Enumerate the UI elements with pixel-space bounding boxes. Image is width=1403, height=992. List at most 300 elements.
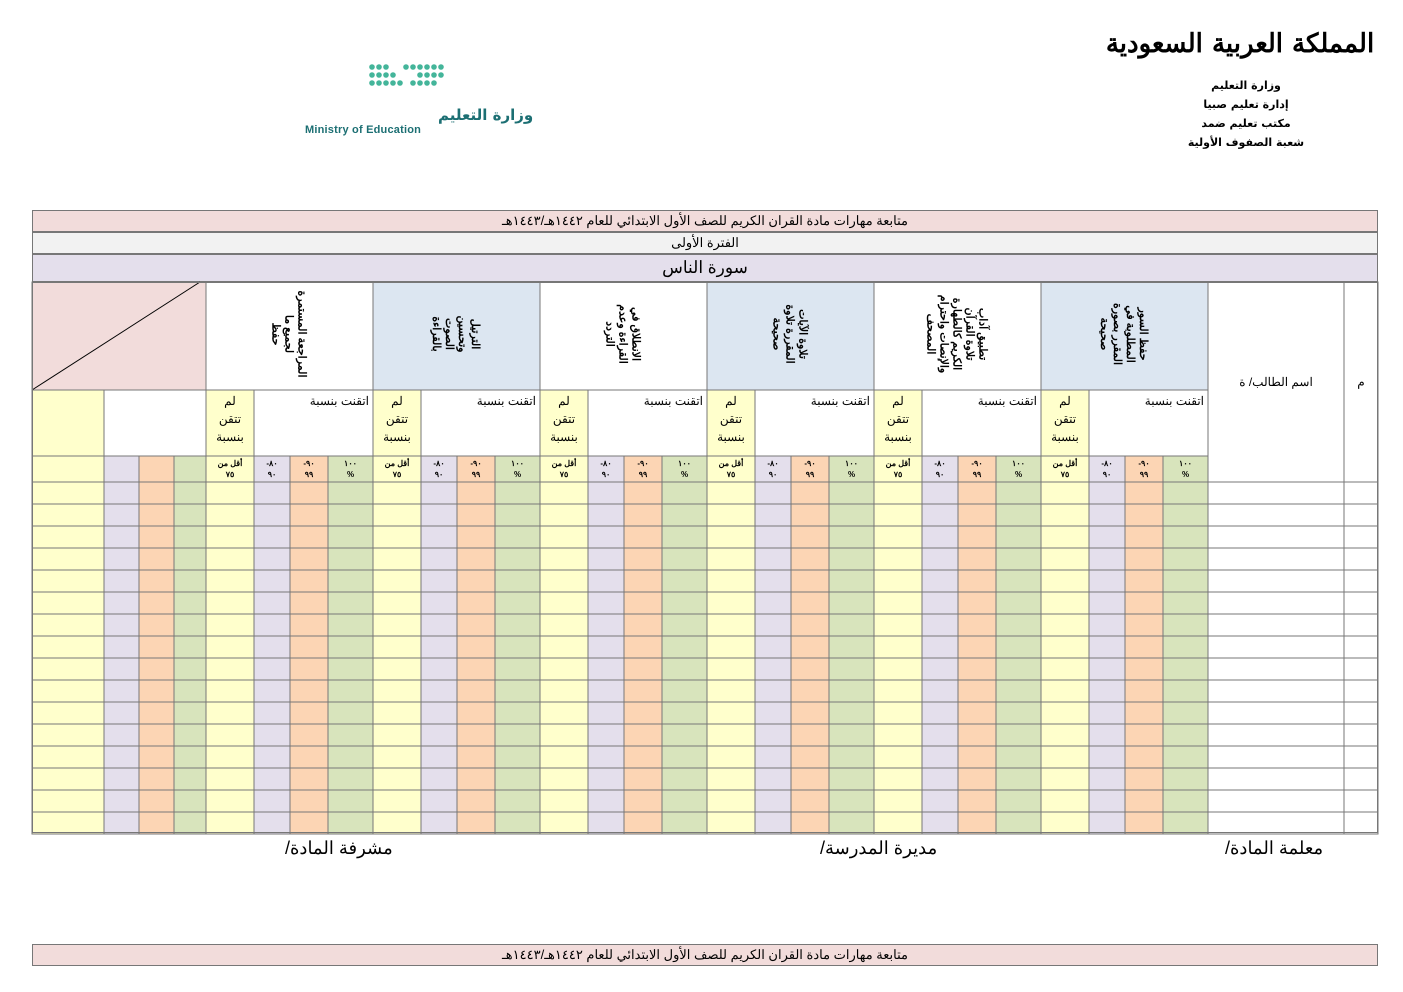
- score-cell: [874, 812, 922, 834]
- student-name-cell: [1208, 636, 1344, 658]
- score-cell: [206, 504, 254, 526]
- score-cell: [495, 504, 540, 526]
- blank-score-cell: [104, 702, 139, 724]
- score-cell: [206, 724, 254, 746]
- blank-level-cell: [32, 456, 104, 482]
- score-cell: [1125, 724, 1163, 746]
- blank-score-cell: [174, 548, 206, 570]
- score-cell: [457, 658, 495, 680]
- level-header-label: ٩٠-: [804, 459, 816, 468]
- score-cell: [206, 614, 254, 636]
- score-cell: [707, 724, 755, 746]
- score-cell: [540, 812, 588, 834]
- score-cell: [540, 526, 588, 548]
- skill-header-line: صحيحة: [1098, 317, 1110, 351]
- score-cell: [328, 526, 373, 548]
- score-cell: [588, 768, 624, 790]
- score-cell: [874, 724, 922, 746]
- score-cell: [791, 790, 829, 812]
- score-cell: [829, 636, 874, 658]
- score-cell: [624, 768, 662, 790]
- level-header-label: ٧٥: [225, 470, 235, 479]
- blank-score-cell: [32, 504, 104, 526]
- level-header-label: أقل من: [718, 459, 744, 468]
- score-cell: [958, 504, 996, 526]
- mastered-header-label: اتقنت بنسبة: [476, 394, 536, 408]
- score-cell: [958, 790, 996, 812]
- blank-header-cell: [104, 390, 206, 456]
- not-mastered-header-label: بنسبة: [550, 430, 578, 444]
- score-cell: [421, 504, 457, 526]
- blank-score-cell: [104, 658, 139, 680]
- not-mastered-header-label: تتقن: [552, 412, 576, 426]
- score-cell: [755, 592, 791, 614]
- score-cell: [707, 658, 755, 680]
- score-cell: [791, 548, 829, 570]
- score-cell: [588, 614, 624, 636]
- blank-score-cell: [174, 614, 206, 636]
- score-cell: [755, 548, 791, 570]
- not-mastered-header-label: تتقن: [719, 412, 743, 426]
- score-cell: [495, 746, 540, 768]
- teacher-signature-label: معلمة المادة/: [1225, 838, 1324, 858]
- score-cell: [1041, 702, 1089, 724]
- score-cell: [1089, 768, 1125, 790]
- score-cell: [1163, 724, 1208, 746]
- score-cell: [1041, 658, 1089, 680]
- score-cell: [1163, 702, 1208, 724]
- blank-score-cell: [104, 636, 139, 658]
- score-cell: [421, 658, 457, 680]
- ministry-line: شعبة الصفوف الأولية: [1187, 136, 1305, 149]
- score-cell: [755, 614, 791, 636]
- score-cell: [922, 812, 958, 834]
- score-cell: [791, 812, 829, 834]
- blank-score-cell: [174, 658, 206, 680]
- score-cell: [540, 636, 588, 658]
- score-cell: [662, 658, 707, 680]
- level-header-label: أقل من: [1052, 459, 1078, 468]
- blank-score-cell: [32, 548, 104, 570]
- score-cell: [755, 812, 791, 834]
- score-cell: [457, 504, 495, 526]
- level-header-label: أقل من: [551, 459, 577, 468]
- blank-level-cell: [104, 456, 139, 482]
- score-cell: [421, 790, 457, 812]
- score-cell: [996, 746, 1041, 768]
- score-cell: [1089, 636, 1125, 658]
- score-cell: [1125, 746, 1163, 768]
- blank-score-cell: [104, 614, 139, 636]
- score-cell: [588, 570, 624, 592]
- blank-score-cell: [174, 680, 206, 702]
- score-cell: [662, 724, 707, 746]
- score-cell: [958, 724, 996, 746]
- blank-score-cell: [32, 570, 104, 592]
- score-cell: [662, 702, 707, 724]
- score-cell: [1089, 680, 1125, 702]
- level-header-label: ٩٩: [471, 470, 481, 479]
- score-cell: [1041, 746, 1089, 768]
- score-cell: [540, 504, 588, 526]
- score-cell: [922, 746, 958, 768]
- score-cell: [1041, 504, 1089, 526]
- score-cell: [707, 702, 755, 724]
- score-cell: [1125, 680, 1163, 702]
- score-cell: [254, 482, 290, 504]
- ministry-of-education-english-label: Ministry of Education: [305, 124, 422, 136]
- score-cell: [996, 482, 1041, 504]
- score-cell: [1125, 570, 1163, 592]
- student-name-cell: [1208, 658, 1344, 680]
- score-cell: [495, 812, 540, 834]
- blank-score-cell: [32, 614, 104, 636]
- score-cell: [540, 614, 588, 636]
- mastered-header-label: اتقنت بنسبة: [1144, 394, 1204, 408]
- score-cell: [328, 812, 373, 834]
- score-cell: [662, 790, 707, 812]
- score-cell: [206, 636, 254, 658]
- score-cell: [874, 790, 922, 812]
- score-cell: [1163, 592, 1208, 614]
- blank-score-cell: [104, 680, 139, 702]
- blank-score-cell: [139, 592, 174, 614]
- skill-header-line: المقررة تلاوة: [783, 304, 796, 364]
- score-cell: [624, 614, 662, 636]
- score-cell: [588, 636, 624, 658]
- score-cell: [328, 790, 373, 812]
- score-cell: [588, 724, 624, 746]
- score-cell: [662, 680, 707, 702]
- score-cell: [996, 636, 1041, 658]
- footer-document-title: متابعة مهارات مادة القران الكريم للصف الأول الابتدائي للعام ١٤٤٢هـ/١٤٤٣هـ: [32, 944, 1378, 966]
- kingdom-emblem-logo: [1105, 16, 1375, 70]
- score-cell: [206, 746, 254, 768]
- score-cell: [373, 636, 421, 658]
- level-header-label: %: [1181, 470, 1190, 479]
- score-cell: [791, 636, 829, 658]
- score-cell: [495, 614, 540, 636]
- level-header-label: ٩٩: [638, 470, 648, 479]
- score-cell: [791, 680, 829, 702]
- score-cell: [922, 636, 958, 658]
- score-cell: [755, 658, 791, 680]
- number-cell: [1344, 526, 1378, 548]
- score-cell: [495, 482, 540, 504]
- not-mastered-header-label: بنسبة: [884, 430, 912, 444]
- score-cell: [829, 812, 874, 834]
- score-cell: [540, 592, 588, 614]
- score-cell: [707, 548, 755, 570]
- student-name-cell: [1208, 790, 1344, 812]
- student-name-cell: [1208, 746, 1344, 768]
- blank-score-cell: [139, 680, 174, 702]
- score-cell: [662, 526, 707, 548]
- score-cell: [421, 768, 457, 790]
- level-header-label: ٩٩: [805, 470, 815, 479]
- score-cell: [254, 724, 290, 746]
- level-header-label: ٩٠: [768, 470, 778, 479]
- score-cell: [1089, 614, 1125, 636]
- blank-score-cell: [104, 746, 139, 768]
- score-cell: [1163, 790, 1208, 812]
- score-cell: [290, 702, 328, 724]
- score-cell: [1089, 526, 1125, 548]
- not-mastered-header-label: لم: [892, 394, 904, 408]
- score-cell: [662, 548, 707, 570]
- blank-score-cell: [32, 592, 104, 614]
- blank-score-cell: [104, 570, 139, 592]
- score-cell: [755, 570, 791, 592]
- score-cell: [1163, 680, 1208, 702]
- blank-score-cell: [139, 768, 174, 790]
- level-header-label: ٩٠-: [303, 459, 315, 468]
- score-cell: [373, 658, 421, 680]
- score-cell: [958, 636, 996, 658]
- score-cell: [588, 680, 624, 702]
- svg-text:المملكة العربية السعودية: المملكة العربية السعودية: [1105, 29, 1375, 59]
- score-cell: [540, 702, 588, 724]
- number-cell: [1344, 746, 1378, 768]
- blank-score-cell: [104, 482, 139, 504]
- score-cell: [588, 482, 624, 504]
- skill-header-line: تطبيق آداب: [976, 307, 989, 361]
- score-cell: [457, 702, 495, 724]
- score-cell: [206, 548, 254, 570]
- score-cell: [1163, 746, 1208, 768]
- score-cell: [290, 746, 328, 768]
- score-cell: [540, 680, 588, 702]
- level-header-label: ١٠٠: [1179, 459, 1192, 468]
- score-cell: [1089, 702, 1125, 724]
- score-cell: [624, 680, 662, 702]
- not-mastered-header-label: لم: [391, 394, 403, 408]
- score-cell: [829, 790, 874, 812]
- score-cell: [922, 526, 958, 548]
- blank-score-cell: [139, 614, 174, 636]
- skill-header-line: الترتيل: [469, 318, 481, 350]
- score-cell: [457, 724, 495, 746]
- score-cell: [996, 526, 1041, 548]
- score-cell: [373, 592, 421, 614]
- student-name-column-header-label: اسم الطالب/ ة: [1239, 375, 1313, 389]
- score-cell: [328, 746, 373, 768]
- score-cell: [1089, 504, 1125, 526]
- score-cell: [290, 482, 328, 504]
- score-cell: [1125, 526, 1163, 548]
- score-cell: [290, 548, 328, 570]
- score-cell: [829, 658, 874, 680]
- score-cell: [373, 526, 421, 548]
- blank-score-cell: [174, 636, 206, 658]
- score-cell: [328, 548, 373, 570]
- score-cell: [707, 746, 755, 768]
- score-cell: [254, 768, 290, 790]
- score-cell: [373, 702, 421, 724]
- score-cell: [290, 812, 328, 834]
- score-cell: [829, 768, 874, 790]
- level-header-label: ١٠٠: [511, 459, 524, 468]
- score-cell: [874, 768, 922, 790]
- score-cell: [1041, 482, 1089, 504]
- score-cell: [829, 548, 874, 570]
- student-name-cell: [1208, 548, 1344, 570]
- skill-header-line: الكريم كالطهارة: [950, 297, 963, 371]
- score-cell: [958, 658, 996, 680]
- score-cell: [874, 636, 922, 658]
- skill-header-line: لجميع ما: [282, 314, 295, 354]
- skill-header-line: المطلوبة في: [1124, 305, 1136, 363]
- level-header-label: %: [847, 470, 856, 479]
- blank-score-cell: [104, 790, 139, 812]
- score-cell: [457, 592, 495, 614]
- score-cell: [829, 746, 874, 768]
- level-header-label: ٩٩: [1139, 470, 1149, 479]
- score-cell: [1041, 812, 1089, 834]
- score-cell: [421, 614, 457, 636]
- score-cell: [373, 680, 421, 702]
- level-header-label: ٩٠: [267, 470, 277, 479]
- score-cell: [254, 548, 290, 570]
- score-cell: [755, 768, 791, 790]
- score-cell: [958, 812, 996, 834]
- score-cell: [457, 768, 495, 790]
- score-cell: [829, 482, 874, 504]
- score-cell: [791, 702, 829, 724]
- score-cell: [495, 526, 540, 548]
- score-cell: [791, 482, 829, 504]
- score-cell: [922, 680, 958, 702]
- score-cell: [540, 724, 588, 746]
- score-cell: [958, 614, 996, 636]
- score-cell: [495, 768, 540, 790]
- score-cell: [755, 746, 791, 768]
- score-cell: [996, 548, 1041, 570]
- student-name-cell: [1208, 570, 1344, 592]
- blank-score-cell: [32, 680, 104, 702]
- score-cell: [421, 702, 457, 724]
- score-cell: [206, 592, 254, 614]
- score-cell: [206, 570, 254, 592]
- level-header-label: ١٠٠: [678, 459, 691, 468]
- score-cell: [254, 702, 290, 724]
- score-cell: [290, 636, 328, 658]
- score-cell: [624, 812, 662, 834]
- skill-header-line: والإنصات واحترام: [937, 294, 950, 374]
- score-cell: [1163, 504, 1208, 526]
- score-cell: [1163, 812, 1208, 834]
- score-cell: [829, 526, 874, 548]
- score-cell: [707, 526, 755, 548]
- score-cell: [707, 592, 755, 614]
- skill-header-line: المصحف: [924, 313, 937, 355]
- score-cell: [922, 614, 958, 636]
- score-cell: [958, 526, 996, 548]
- skill-header-line: بالقراءة: [430, 316, 442, 352]
- score-cell: [1089, 790, 1125, 812]
- level-header-label: أقل من: [885, 459, 911, 468]
- score-cell: [755, 790, 791, 812]
- blank-score-cell: [32, 482, 104, 504]
- score-cell: [1125, 702, 1163, 724]
- score-cell: [1163, 526, 1208, 548]
- blank-score-cell: [32, 724, 104, 746]
- score-cell: [1041, 614, 1089, 636]
- score-cell: [540, 790, 588, 812]
- score-cell: [755, 680, 791, 702]
- score-cell: [373, 548, 421, 570]
- score-cell: [457, 812, 495, 834]
- blank-score-cell: [32, 790, 104, 812]
- score-cell: [791, 570, 829, 592]
- blank-score-cell: [139, 812, 174, 834]
- score-cell: [373, 482, 421, 504]
- ministry-line: مكتب تعليم ضمد: [1201, 117, 1291, 130]
- not-mastered-header-label: بنسبة: [1051, 430, 1079, 444]
- score-cell: [290, 504, 328, 526]
- score-cell: [290, 724, 328, 746]
- skills-tracking-table: [32, 282, 1378, 833]
- skill-header-line: وتحسين: [456, 315, 468, 353]
- surah-title: سورة الناس: [32, 254, 1378, 282]
- score-cell: [254, 614, 290, 636]
- not-mastered-header-label: لم: [224, 394, 236, 408]
- level-header-label: ٨٠-: [600, 459, 612, 468]
- score-cell: [662, 570, 707, 592]
- score-cell: [1089, 812, 1125, 834]
- blank-score-cell: [104, 768, 139, 790]
- score-cell: [290, 614, 328, 636]
- score-cell: [457, 680, 495, 702]
- score-cell: [624, 790, 662, 812]
- score-cell: [588, 526, 624, 548]
- skill-header-line: المقرر بصورة: [1111, 302, 1123, 366]
- score-cell: [829, 592, 874, 614]
- score-cell: [328, 768, 373, 790]
- score-cell: [624, 482, 662, 504]
- score-cell: [588, 592, 624, 614]
- score-cell: [1089, 570, 1125, 592]
- score-cell: [457, 746, 495, 768]
- student-name-cell: [1208, 614, 1344, 636]
- score-cell: [874, 702, 922, 724]
- score-cell: [624, 526, 662, 548]
- blank-score-cell: [104, 592, 139, 614]
- score-cell: [755, 504, 791, 526]
- score-cell: [996, 570, 1041, 592]
- score-cell: [1041, 526, 1089, 548]
- score-cell: [707, 482, 755, 504]
- level-header-label: ١٠٠: [845, 459, 858, 468]
- blank-score-cell: [104, 812, 139, 834]
- score-cell: [829, 702, 874, 724]
- score-cell: [1163, 570, 1208, 592]
- blank-score-cell: [139, 526, 174, 548]
- score-cell: [1163, 548, 1208, 570]
- score-cell: [1041, 570, 1089, 592]
- score-cell: [254, 658, 290, 680]
- score-cell: [874, 658, 922, 680]
- score-cell: [829, 680, 874, 702]
- score-cell: [421, 812, 457, 834]
- not-mastered-header-label: لم: [1059, 394, 1071, 408]
- score-cell: [996, 812, 1041, 834]
- document-title: متابعة مهارات مادة القران الكريم للصف الأول الابتدائي للعام ١٤٤٢هـ/١٤٤٣هـ: [32, 210, 1378, 232]
- score-cell: [421, 592, 457, 614]
- score-cell: [874, 482, 922, 504]
- level-header-label: ١٠٠: [1012, 459, 1025, 468]
- level-header-label: %: [513, 470, 522, 479]
